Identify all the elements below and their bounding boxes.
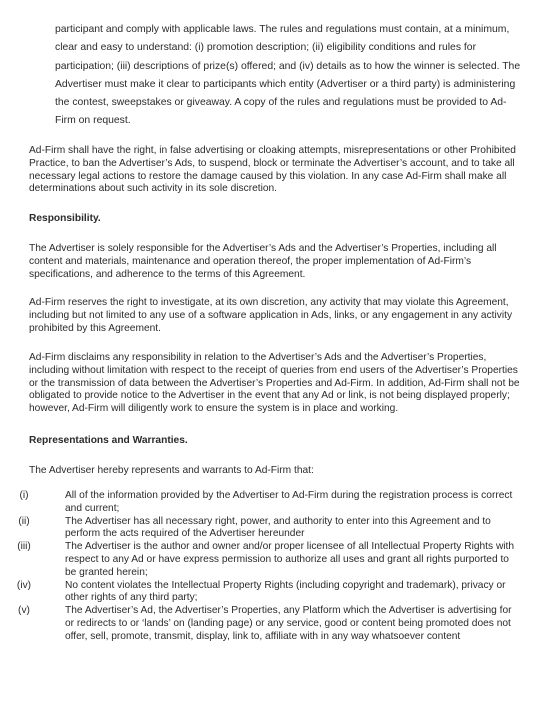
- intro-paragraph: participant and comply with applicable laws. The rules and regulations must contain, at a minimum, clear and easy to understand: (i) promotion description; (ii) eligibility conditions and rules for participation; (iii) descriptions of prize(s) offered; and (iv) details as to how the winner is selected. The Advertiser must make it clear to participants which entity (Advertiser or a third party) is administering the contest, sweepstakes or giveaway. A copy of the rules and regulations must be provided to Ad-Firm on request.: [55, 24, 521, 127]
- list-item: [0, 490, 549, 516]
- list-item-text: No content violates the Intellectual Property Rights (including copyright and trademark), privacy or other rights of any third party;: [65, 579, 506, 604]
- responsibility-paragraph-3: Ad-Firm disclaims any responsibility in relation to the Advertiser’s Ads and the Advertiser’s Properties, including without limitation with respect to the receipt of queries from end users of the Advertiser’s Properties or the transmission of data between the Advertiser’s Properties and Ad-Firm. In addition, Ad-Firm shall not be obligated to provide notice to the Advertiser in the event that any Ad or link, is not being displayed properly; however, Ad-Firm will diligently work to ensure the system is in place and working.: [29, 352, 520, 415]
- list-item-number: (iv): [16, 579, 32, 591]
- list-item-number: (iii): [17, 541, 31, 553]
- list-item-number: (ii): [18, 515, 30, 527]
- list-item: [0, 541, 549, 579]
- warranties-list: [0, 490, 549, 644]
- list-item-text: The Advertiser’s Ad, the Advertiser’s Properties, any Platform which the Advertiser is advertising for or redirects to or ‘lands’ on (landing page) or any service, good or content being promoted does not offer, sell, promote, transmit, display, link to, affiliate with in any way whatsoever content: [65, 605, 512, 642]
- representations-intro: The Advertiser hereby represents and warrants to Ad-Firm that:: [29, 465, 314, 476]
- false-advertising-paragraph: Ad-Firm shall have the right, in false advertising or cloaking attempts, misrepresentations or other Prohibited Practice, to ban the Advertiser’s Ads, to suspend, block or terminate the Advertiser’s account, and to take all necessary legal actions to restore the damage caused by this violation. In any case Ad-Firm shall make all determinations about such activity in its sole discretion.: [29, 145, 516, 195]
- list-item-text: All of the information provided by the Advertiser to Ad-Firm during the registration process is correct and current;: [65, 490, 513, 514]
- list-item: [0, 605, 549, 643]
- list-item-text: The Advertiser has all necessary right, power, and authority to enter into this Agreement and to perform the acts required of the Advertiser hereunder: [65, 515, 491, 540]
- list-item-text: The Advertiser is the author and owner and/or proper licensee of all Intellectual Property Rights with respect to any Ad or have express permission to authorize all uses and grant all rights purported to be granted herein;: [65, 541, 515, 578]
- responsibility-paragraph-2: Ad-Firm reserves the right to investigate, at its own discretion, any activity that may violate this Agreement, including but not limited to any use of a software application in Ads, links, or any engagement in any activity prohibited by this Agreement.: [29, 297, 513, 334]
- list-item: [0, 580, 549, 606]
- responsibility-heading: Responsibility.: [29, 213, 101, 224]
- list-item-number: (v): [18, 605, 30, 617]
- list-item-number: (i): [19, 490, 29, 501]
- list-item: [0, 516, 549, 542]
- intro-paragraph-block: [55, 21, 525, 131]
- responsibility-paragraph-1: The Advertiser is solely responsible for the Advertiser’s Ads and the Advertiser’s Properties, including all content and materials, maintenance and operation thereof, the proper implementation of Ad-Firm’s specifications, and adherence to the terms of this Agreement.: [29, 243, 497, 280]
- representations-heading: Representations and Warranties.: [29, 435, 188, 446]
